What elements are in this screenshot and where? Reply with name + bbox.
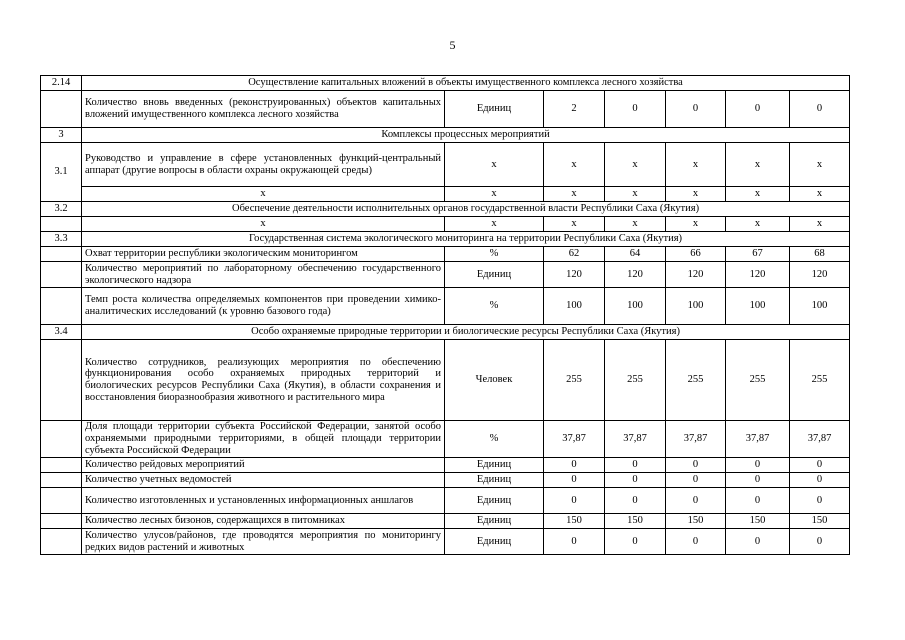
unit-cell: х xyxy=(445,217,544,232)
value-cell: 120 xyxy=(666,262,726,288)
empty-number-cell xyxy=(41,473,82,488)
section-title: Комплексы процессных мероприятий xyxy=(82,128,850,143)
value-cell: 0 xyxy=(726,91,790,128)
unit-cell: х xyxy=(445,187,544,202)
value-cell: 120 xyxy=(605,262,666,288)
unit-cell: Единиц xyxy=(445,514,544,529)
table-row xyxy=(41,262,850,288)
unit-cell: Единиц xyxy=(445,473,544,488)
unit-cell: Единиц xyxy=(445,91,544,128)
value-cell: х xyxy=(666,187,726,202)
value-cell: 37,87 xyxy=(544,421,605,458)
value-cell: 37,87 xyxy=(666,421,726,458)
value-cell: 0 xyxy=(790,458,850,473)
value-cell: 0 xyxy=(666,91,726,128)
value-cell: 0 xyxy=(605,473,666,488)
empty-number-cell xyxy=(41,262,82,288)
section-number: 3.2 xyxy=(41,202,82,217)
table-row xyxy=(41,458,850,473)
value-cell: 68 xyxy=(790,247,850,262)
value-cell: 0 xyxy=(666,458,726,473)
value-cell: 37,87 xyxy=(605,421,666,458)
empty-number-cell xyxy=(41,529,82,555)
indicator-name: Количество лесных бизонов, содержащихся в питомниках xyxy=(82,514,445,529)
value-cell: 100 xyxy=(544,288,605,325)
value-cell: х xyxy=(790,217,850,232)
value-cell: 150 xyxy=(544,514,605,529)
page-number: 5 xyxy=(449,38,456,52)
indicator-name: Руководство и управление в сфере установленных функций-центральный аппарат (другие вопросы в области охраны окружающей среды) xyxy=(82,143,445,187)
value-cell: 64 xyxy=(605,247,666,262)
section-number: 3.4 xyxy=(41,325,82,340)
value-cell: х xyxy=(666,217,726,232)
table-row xyxy=(41,340,850,421)
value-cell: 2 xyxy=(544,91,605,128)
value-cell: 150 xyxy=(605,514,666,529)
unit-cell: % xyxy=(445,421,544,458)
section-header-row xyxy=(41,325,850,340)
value-cell: 0 xyxy=(605,529,666,555)
section-header-row xyxy=(41,202,850,217)
unit-cell: Единиц xyxy=(445,262,544,288)
empty-number-cell xyxy=(41,91,82,128)
value-cell: х xyxy=(544,187,605,202)
section-number: 3 xyxy=(41,128,82,143)
value-cell: 100 xyxy=(790,288,850,325)
indicator-name: Количество вновь введенных (реконструированных) объектов капитальных вложений имущественного комплекса лесного хозяйства xyxy=(82,91,445,128)
unit-cell: % xyxy=(445,288,544,325)
empty-number-cell xyxy=(41,217,82,232)
value-cell: 66 xyxy=(666,247,726,262)
indicator-name: Количество изготовленных и установленных информационных аншлагов xyxy=(82,488,445,514)
value-cell: 0 xyxy=(544,529,605,555)
unit-cell: х xyxy=(445,143,544,187)
value-cell: 0 xyxy=(666,488,726,514)
value-cell: 67 xyxy=(726,247,790,262)
value-cell: х xyxy=(605,143,666,187)
table-row xyxy=(41,421,850,458)
value-cell: 0 xyxy=(666,529,726,555)
indicators-table xyxy=(40,75,850,555)
section-title: Осуществление капитальных вложений в объекты имущественного комплекса лесного хозяйства xyxy=(82,76,850,91)
value-cell: х xyxy=(726,217,790,232)
table-row xyxy=(41,247,850,262)
table-row xyxy=(41,143,850,187)
value-cell: 255 xyxy=(544,340,605,421)
value-cell: 150 xyxy=(790,514,850,529)
indicator-name: Охват территории республики экологическим мониторингом xyxy=(82,247,445,262)
value-cell: 0 xyxy=(666,473,726,488)
section-title: Государственная система экологического мониторинга на территории Республики Саха (Якутия) xyxy=(82,232,850,247)
value-cell: х xyxy=(605,187,666,202)
section-title: Обеспечение деятельности исполнительных органов государственной власти Республики Саха (Якутия) xyxy=(82,202,850,217)
section-number: 3.1 xyxy=(41,143,82,202)
table-row xyxy=(41,217,850,232)
indicator-name: Доля площади территории субъекта Российской Федерации, занятой особо охраняемыми природными территориями, в общей площади территории субъекта Российской Федерации xyxy=(82,421,445,458)
value-cell: 62 xyxy=(544,247,605,262)
value-cell: х xyxy=(605,217,666,232)
value-cell: х xyxy=(790,143,850,187)
value-cell: 0 xyxy=(605,458,666,473)
value-cell: 0 xyxy=(544,458,605,473)
value-cell: 150 xyxy=(666,514,726,529)
unit-cell: Человек xyxy=(445,340,544,421)
value-cell: 0 xyxy=(544,488,605,514)
section-number: 3.3 xyxy=(41,232,82,247)
indicator-name: Количество учетных ведомостей xyxy=(82,473,445,488)
indicator-name: х xyxy=(82,187,445,202)
indicator-name: Количество улусов/районов, где проводятся мероприятия по мониторингу редких видов растений и животных xyxy=(82,529,445,555)
section-number: 2.14 xyxy=(41,76,82,91)
value-cell: 0 xyxy=(726,458,790,473)
table-row xyxy=(41,514,850,529)
empty-number-cell xyxy=(41,514,82,529)
value-cell: 0 xyxy=(544,473,605,488)
section-header-row xyxy=(41,128,850,143)
unit-cell: % xyxy=(445,247,544,262)
unit-cell: Единиц xyxy=(445,529,544,555)
table-row xyxy=(41,529,850,555)
value-cell: 0 xyxy=(790,529,850,555)
empty-number-cell xyxy=(41,288,82,325)
section-title: Особо охраняемые природные территории и биологические ресурсы Республики Саха (Якутия) xyxy=(82,325,850,340)
value-cell: х xyxy=(544,217,605,232)
value-cell: 0 xyxy=(605,91,666,128)
value-cell: 255 xyxy=(605,340,666,421)
value-cell: х xyxy=(726,143,790,187)
empty-number-cell xyxy=(41,458,82,473)
value-cell: 0 xyxy=(790,473,850,488)
section-header-row xyxy=(41,232,850,247)
table-row xyxy=(41,473,850,488)
indicator-name: Количество мероприятий по лабораторному обеспечению государственного экологического надзора xyxy=(82,262,445,288)
empty-number-cell xyxy=(41,421,82,458)
value-cell: 120 xyxy=(726,262,790,288)
value-cell: х xyxy=(726,187,790,202)
value-cell: 0 xyxy=(790,488,850,514)
unit-cell: Единиц xyxy=(445,488,544,514)
value-cell: 0 xyxy=(790,91,850,128)
indicator-name: х xyxy=(82,217,445,232)
value-cell: 0 xyxy=(726,473,790,488)
value-cell: 100 xyxy=(726,288,790,325)
value-cell: х xyxy=(790,187,850,202)
table-row xyxy=(41,91,850,128)
empty-number-cell xyxy=(41,488,82,514)
empty-number-cell xyxy=(41,340,82,421)
empty-number-cell xyxy=(41,247,82,262)
value-cell: 255 xyxy=(666,340,726,421)
section-header-row xyxy=(41,76,850,91)
value-cell: 100 xyxy=(666,288,726,325)
unit-cell: Единиц xyxy=(445,458,544,473)
value-cell: 37,87 xyxy=(726,421,790,458)
value-cell: 0 xyxy=(726,488,790,514)
value-cell: 37,87 xyxy=(790,421,850,458)
value-cell: 120 xyxy=(790,262,850,288)
table-row xyxy=(41,488,850,514)
value-cell: х xyxy=(544,143,605,187)
table-row xyxy=(41,288,850,325)
value-cell: х xyxy=(666,143,726,187)
value-cell: 120 xyxy=(544,262,605,288)
value-cell: 0 xyxy=(605,488,666,514)
indicator-name: Количество сотрудников, реализующих мероприятия по обеспечению функционирования особо охраняемых природных территорий и биологических ресурсов Республики Саха (Якутия), в области сохранения и восстановления биоразнообразия животного и растительного мира xyxy=(82,340,445,421)
indicator-name: Количество рейдовых мероприятий xyxy=(82,458,445,473)
value-cell: 100 xyxy=(605,288,666,325)
table-row xyxy=(41,187,850,202)
indicator-name: Темп роста количества определяемых компонентов при проведении химико-аналитических исследований (к уровню базового года) xyxy=(82,288,445,325)
value-cell: 150 xyxy=(726,514,790,529)
value-cell: 0 xyxy=(726,529,790,555)
value-cell: 255 xyxy=(790,340,850,421)
value-cell: 255 xyxy=(726,340,790,421)
